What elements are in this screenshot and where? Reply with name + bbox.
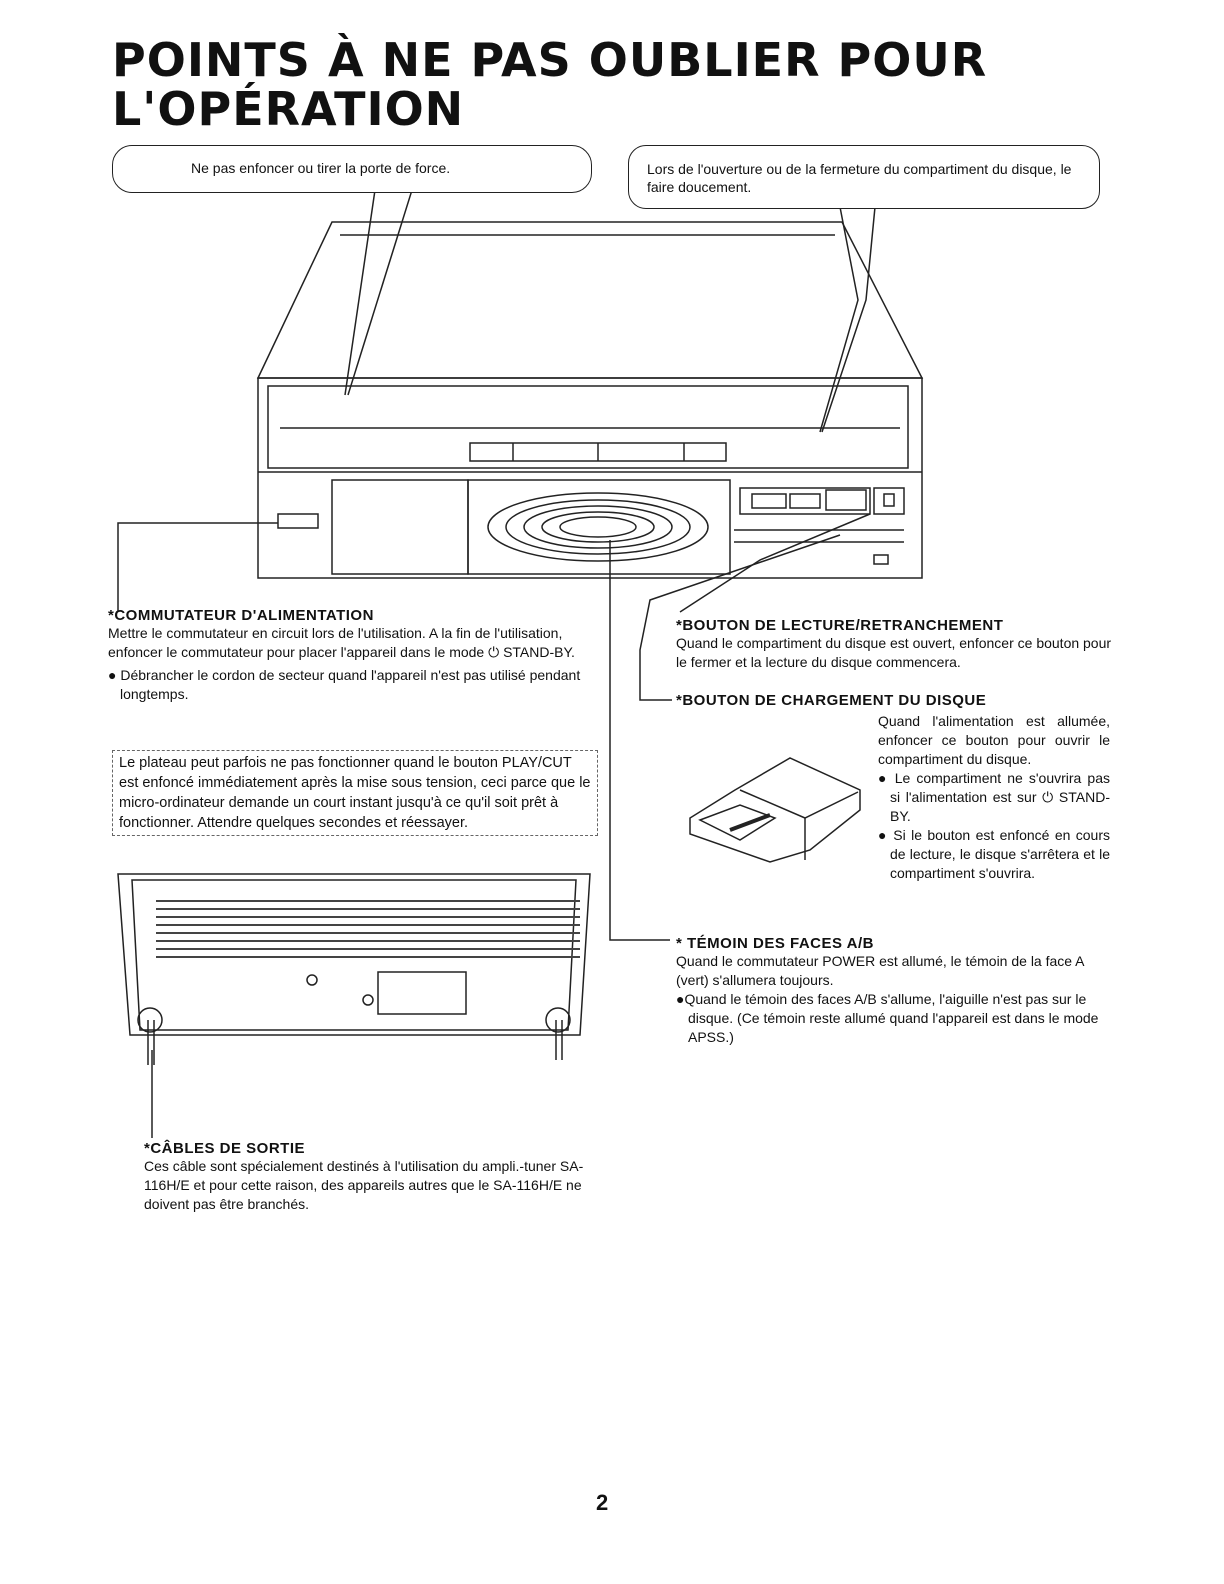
callout-door bbox=[112, 145, 592, 193]
page-number: 2 bbox=[596, 1490, 609, 1515]
front-view-player bbox=[258, 222, 922, 578]
output-cables-section bbox=[144, 1140, 584, 1214]
note-box: Le plateau peut parfois ne pas fonctionner quand le bouton PLAY/CUT est enfoncé immédiatement après la mise sous tension, ceci parce que le micro-ordinateur demande un court instant jusqu'à ce qu'il soit prêt à fonctionner. Attendre quelques secondes et réessayer. bbox=[112, 750, 598, 836]
ab-indicator-body: Quand le commutateur POWER est allumé, le témoin de la face A (vert) s'allumera toujours. bbox=[676, 953, 1084, 988]
disc-tray-illustration bbox=[690, 758, 860, 862]
power-switch-bullet: ● Débrancher le cordon de secteur quand l'appareil n'est pas utilisé pendant longtemps. bbox=[108, 667, 581, 702]
callout-door-text: Ne pas enfoncer ou tirer la porte de force. bbox=[191, 160, 451, 176]
play-cut-body: Quand le compartiment du disque est ouvert, enfoncer ce bouton pour le fermer et la lecture du disque commencera. bbox=[676, 635, 1112, 670]
ab-indicator-heading: * TÉMOIN DES FACES A/B bbox=[676, 935, 874, 952]
power-switch-section bbox=[108, 607, 600, 704]
ab-indicator-section bbox=[676, 935, 1112, 1047]
disc-load-body: Quand l'alimentation est allumée, enfoncer ce bouton pour ouvrir le compartiment du disque. bbox=[878, 713, 1110, 767]
play-cut-heading: *BOUTON DE LECTURE/RETRANCHEMENT bbox=[676, 617, 1004, 634]
power-switch-heading: *COMMUTATEUR D'ALIMENTATION bbox=[108, 607, 374, 624]
disc-load-heading: *BOUTON DE CHARGEMENT DU DISQUE bbox=[676, 692, 987, 709]
page-title: POINTS À NE PAS OUBLIER POUR L'OPÉRATION bbox=[112, 33, 988, 136]
callout-compartment bbox=[628, 145, 1100, 209]
rear-view-player bbox=[118, 874, 590, 1065]
ab-indicator-bullet: ●Quand le témoin des faces A/B s'allume, l'aiguille n'est pas sur le disque. (Ce témoin reste allumé quand l'appareil est dans le mode APSS.) bbox=[676, 991, 1099, 1045]
disc-load-text bbox=[878, 712, 1110, 883]
disc-load-bullet-2: ● Si le bouton est enfoncé en cours de lecture, le disque s'arrêtera et le compartiment s'ouvrira. bbox=[878, 827, 1110, 881]
output-cables-body: Ces câble sont spécialement destinés à l'utilisation du ampli.-tuner SA-116H/E et pour cette raison, des appareils autres que le SA-116H/E ne doivent pas être branchés. bbox=[144, 1158, 584, 1212]
disc-load-bullet-1: ● Le compartiment ne s'ouvrira pas si l'alimentation est sur ⏻ STAND-BY. bbox=[878, 770, 1110, 824]
disc-load-section bbox=[676, 692, 1112, 709]
play-cut-section bbox=[676, 617, 1112, 672]
output-cables-heading: *CÂBLES DE SORTIE bbox=[144, 1140, 306, 1157]
callout-compartment-text: Lors de l'ouverture ou de la fermeture du compartiment du disque, le faire doucement. bbox=[647, 161, 1072, 195]
power-switch-body: Mettre le commutateur en circuit lors de l'utilisation. A la fin de l'utilisation, enfoncer le commutateur pour placer l'appareil dans le mode ⏻ STAND-BY. bbox=[108, 625, 575, 660]
